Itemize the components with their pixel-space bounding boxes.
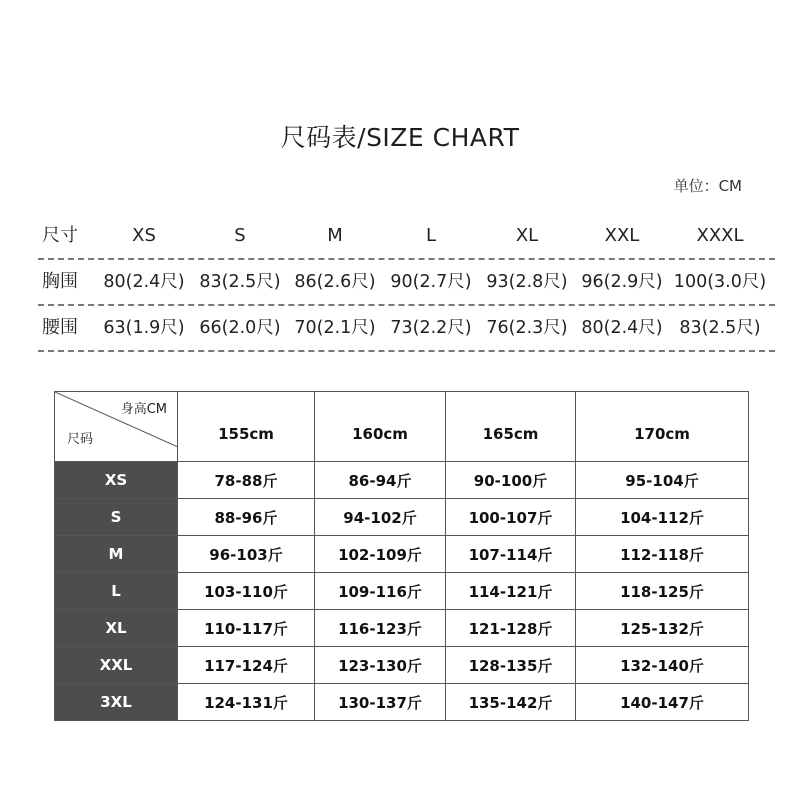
weight-cell: 135-142斤 xyxy=(446,684,576,721)
measurement-value: 80(2.4尺) xyxy=(103,272,185,292)
measurement-value: 73(2.2尺) xyxy=(390,318,472,338)
table-row xyxy=(55,462,749,499)
size-header: L xyxy=(425,225,437,246)
measurement-value: 96(2.9尺) xyxy=(581,272,663,292)
size-header: XS xyxy=(132,225,156,246)
weight-cell: 132-140斤 xyxy=(576,647,749,684)
corner-size-label: 尺码 xyxy=(67,432,94,447)
weight-cell: 104-112斤 xyxy=(576,499,749,536)
weight-cell: 94-102斤 xyxy=(315,499,446,536)
measurement-header-row xyxy=(38,214,775,260)
size-header: S xyxy=(234,225,246,246)
weight-table xyxy=(54,391,749,721)
table-row xyxy=(55,647,749,684)
size-header: M xyxy=(327,225,343,246)
weight-cell: 117-124斤 xyxy=(178,647,315,684)
page-title: 尺码表/SIZE CHART xyxy=(280,123,520,152)
size-cell: XS xyxy=(55,462,178,499)
weight-cell: 123-130斤 xyxy=(315,647,446,684)
measurement-row-chest xyxy=(38,260,775,306)
table-row xyxy=(55,536,749,573)
row-label-waist: 腰围 xyxy=(42,317,78,338)
corner-height-label: 身高CM xyxy=(120,402,167,417)
table-row xyxy=(55,499,749,536)
weight-cell: 116-123斤 xyxy=(315,610,446,647)
measurement-value: 100(3.0尺) xyxy=(673,272,767,292)
weight-cell: 124-131斤 xyxy=(178,684,315,721)
weight-cell: 118-125斤 xyxy=(576,573,749,610)
measurement-value: 83(2.5尺) xyxy=(679,318,761,338)
size-cell: XL xyxy=(55,610,178,647)
size-header: XL xyxy=(515,225,539,246)
measurement-table xyxy=(38,214,775,352)
weight-cell: 130-137斤 xyxy=(315,684,446,721)
weight-cell: 140-147斤 xyxy=(576,684,749,721)
weight-cell: 121-128斤 xyxy=(446,610,576,647)
measurement-value: 66(2.0尺) xyxy=(199,318,281,338)
height-header: 155cm xyxy=(178,392,315,462)
size-header: XXXL xyxy=(696,225,744,246)
weight-cell: 90-100斤 xyxy=(446,462,576,499)
table-row xyxy=(55,573,749,610)
measurement-value: 90(2.7尺) xyxy=(390,272,472,292)
weight-cell: 96-103斤 xyxy=(178,536,315,573)
size-cell: 3XL xyxy=(55,684,178,721)
weight-cell: 128-135斤 xyxy=(446,647,576,684)
weight-header-row xyxy=(55,392,749,462)
measurement-row-waist xyxy=(38,306,775,352)
weight-cell: 103-110斤 xyxy=(178,573,315,610)
measurement-value: 80(2.4尺) xyxy=(581,318,663,338)
row-label-chest: 胸围 xyxy=(42,271,78,292)
size-cell: L xyxy=(55,573,178,610)
table-row xyxy=(55,684,749,721)
weight-cell: 110-117斤 xyxy=(178,610,315,647)
table-row xyxy=(55,610,749,647)
weight-cell: 78-88斤 xyxy=(178,462,315,499)
weight-cell: 95-104斤 xyxy=(576,462,749,499)
weight-cell: 125-132斤 xyxy=(576,610,749,647)
weight-cell: 112-118斤 xyxy=(576,536,749,573)
height-header: 160cm xyxy=(315,392,446,462)
measurement-value: 86(2.6尺) xyxy=(294,272,376,292)
weight-cell: 100-107斤 xyxy=(446,499,576,536)
size-cell: S xyxy=(55,499,178,536)
size-cell: XXL xyxy=(55,647,178,684)
height-header: 170cm xyxy=(576,392,749,462)
weight-cell: 88-96斤 xyxy=(178,499,315,536)
weight-cell: 114-121斤 xyxy=(446,573,576,610)
measurement-value: 70(2.1尺) xyxy=(294,318,376,338)
size-header: XXL xyxy=(604,225,640,246)
weight-cell: 102-109斤 xyxy=(315,536,446,573)
weight-cell: 109-116斤 xyxy=(315,573,446,610)
height-header: 165cm xyxy=(446,392,576,462)
row-label-size: 尺寸 xyxy=(42,225,78,246)
unit-label: 单位：CM xyxy=(673,177,742,195)
measurement-value: 83(2.5尺) xyxy=(199,272,281,292)
measurement-value: 63(1.9尺) xyxy=(103,318,185,338)
weight-cell: 86-94斤 xyxy=(315,462,446,499)
size-cell: M xyxy=(55,536,178,573)
measurement-value: 93(2.8尺) xyxy=(486,272,568,292)
weight-cell: 107-114斤 xyxy=(446,536,576,573)
measurement-value: 76(2.3尺) xyxy=(486,318,568,338)
corner-cell xyxy=(55,392,178,462)
